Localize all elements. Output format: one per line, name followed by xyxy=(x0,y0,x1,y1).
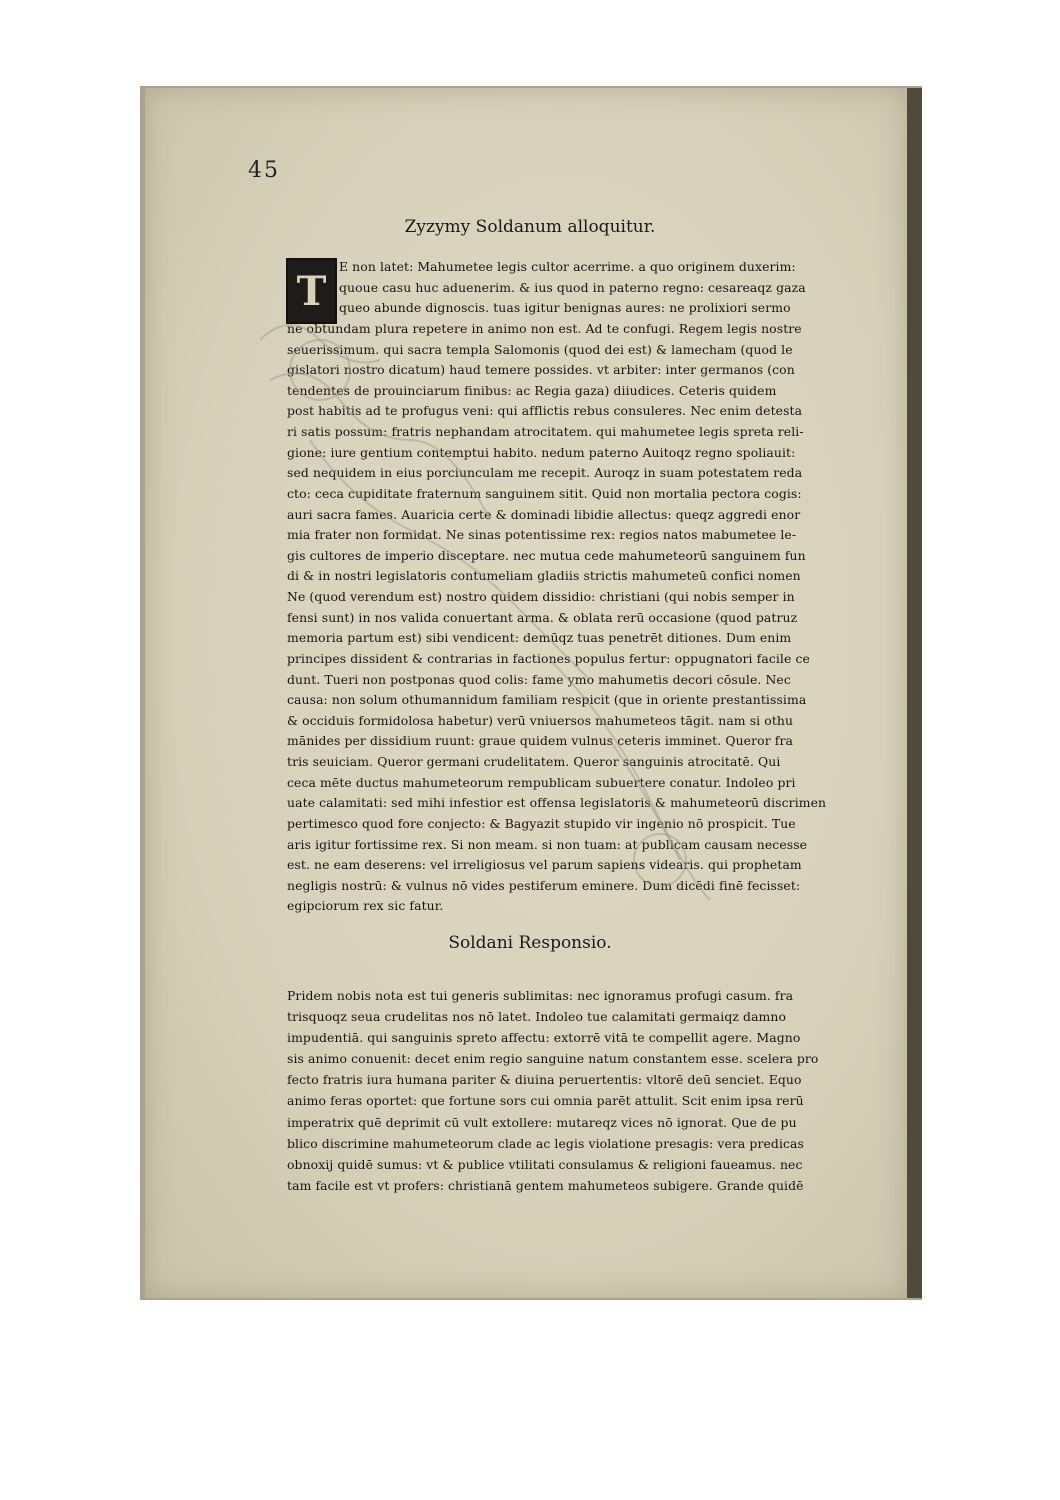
text-line: sis animo conuenit: decet enim regio sanguine natum constantem esse. scelera pro xyxy=(287,1051,819,1067)
decorated-initial: T xyxy=(286,258,337,324)
text-line: pertimesco quod fore conjecto: & Bagyazit stupido vir ingenio nō prospicit. Tue xyxy=(287,815,796,831)
text-line: dunt. Tueri non postponas quod colis: fame ymo mahumetis decori cōsule. Nec xyxy=(287,671,791,687)
text-line: quoue casu huc aduenerim. & ius quod in paterno regno: cesareaqz gaza xyxy=(339,279,806,295)
text-line: causa: non solum othumannidum familiam respicit (que in oriente prestantissima xyxy=(287,692,807,708)
text-line: negligis nostrū: & vulnus nō vides pestiferum eminere. Dum dicēdi finē fecisset: xyxy=(287,877,801,893)
library-stamp-watermark xyxy=(250,300,770,960)
text-line: tris seuiciam. Queror germani crudelitatem. Queror sanguinis atrocitatē. Qui xyxy=(287,754,781,769)
text-line: blico discrimine mahumeteorum clade ac legis violatione presagis: vera predicas xyxy=(287,1135,804,1151)
text-line: memoria partum est) sibi vendicent: demūqz tuas penetrēt ditiones. Dum enim xyxy=(287,630,792,646)
text-line: uate calamitati: sed mihi infestior est offensa legislatoris & mahumeteorū discrimen xyxy=(287,795,827,811)
text-line: sed nequidem in eius porciunculam me recepit. Auroqz in suam potestatem reda xyxy=(287,465,803,481)
text-line: gislatori nostro dicatum) haud temere possides. vt arbiter: inter germanos (con xyxy=(287,362,795,378)
text-line: est. ne eam deserens: vel irreligiosus vel parum sapiens videaris. qui prophetam xyxy=(287,857,802,873)
text-line: impudentiā. qui sanguinis spreto affectu: extorrē vitā te compellit agere. Magno xyxy=(287,1030,801,1046)
text-line: trisquoqz seua crudelitas nos nō latet. Indoleo tue calamitati germaiqz damno xyxy=(287,1009,787,1025)
text-line: seuerissimum. qui sacra templa Salomonis (quod dei est) & lamecham (quod le xyxy=(287,341,793,357)
text-line: aris igitur fortissime rex. Si non meam. si non tuam: at publicam causam necesse xyxy=(287,836,808,852)
text-line: imperatrix quē deprimit cū vult extollere: mutareqz vices nō ignorat. Que de pu xyxy=(287,1114,797,1130)
text-line: gione: iure gentium contemptui habito. nedum paterno Auitoqz regno spoliauit: xyxy=(287,444,796,460)
text-line: ceca mēte ductus mahumeteorum rempublicam subuertere conatur. Indoleo pri xyxy=(287,774,796,790)
text-line: post habitis ad te profugus veni: qui afflictis rebus consuleres. Nec enim detesta xyxy=(287,403,803,419)
folio-number: 45 xyxy=(248,158,280,183)
text-line: E non latet: Mahumetee legis cultor acerrime. a quo originem duxerim: xyxy=(339,259,796,274)
text-line: fensi sunt) in nos valida conuertant arma. & oblata rerū occasione (quod patruz xyxy=(287,609,798,625)
text-line: ri satis possum: fratris nephandam atrocitatem. qui mahumetee legis spreta reli- xyxy=(287,424,804,439)
text-line: fecto fratris iura humana pariter & diuina peruertentis: vltorē deū senciet. Equo xyxy=(287,1072,802,1088)
section-heading-responsio: Soldani Responsio. xyxy=(448,933,612,953)
text-line: mānides per dissidium ruunt: graue quidem vulnus ceteris imminet. Queror fra xyxy=(287,733,793,749)
text-line: tam facile est vt profers: christianā gentem mahumeteos subigere. Grande quidē xyxy=(287,1177,804,1193)
text-line: cto: ceca cupiditate fraternum sanguinem sitit. Quid non mortalia pectora cogis: xyxy=(287,485,802,501)
text-line: animo feras oportet: que fortune sors cui omnia parēt attulit. Scit enim ipsa rerū xyxy=(287,1093,804,1109)
book-gutter-edge xyxy=(907,88,922,1298)
text-line: Ne (quod verendum est) nostro quidem dissidio: christiani (qui nobis semper in xyxy=(287,589,795,604)
text-line: & occiduis formidolosa habetur) verū vniuersos mahumeteos tāgit. nam si othu xyxy=(287,712,794,728)
text-line: tendentes de prouinciarum finibus: ac Regia gaza) diiudices. Ceteris quidem xyxy=(287,382,777,398)
text-line: Pridem nobis nota est tui generis sublimitas: nec ignoramus profugi casum. fra xyxy=(287,988,794,1003)
text-line: queo abunde dignoscis. tuas igitur benignas aures: ne prolixiori sermo xyxy=(339,300,791,316)
text-line: obnoxij quidē sumus: vt & publice vtilitati consulamus & religioni faueamus. nec xyxy=(287,1156,803,1172)
text-block-response xyxy=(287,985,883,1196)
text-line: di & in nostri legislatoris contumeliam gladiis strictis mahumeteū confici nomen xyxy=(287,568,801,584)
text-line: principes dissident & contrarias in factiones populus fertur: oppugnatori facile ce xyxy=(287,650,810,666)
section-heading-zyzymy: Zyzymy Soldanum alloquitur. xyxy=(404,217,656,237)
text-line: ne obtundam plura repetere in animo non est. Ad te confugi. Regem legis nostre xyxy=(287,320,802,336)
text-line: mia frater non formidat. Ne sinas potentissime rex: regios natos mabumetee le- xyxy=(287,527,797,543)
text-line: auri sacra fames. Auaricia certe & dominadi libidie allectus: queqz aggredi enor xyxy=(287,506,801,522)
text-line: egipciorum rex sic fatur. xyxy=(287,898,444,914)
text-line: gis cultores de imperio disceptare. nec mutua cede mahumeteorū sanguinem fun xyxy=(287,547,806,563)
